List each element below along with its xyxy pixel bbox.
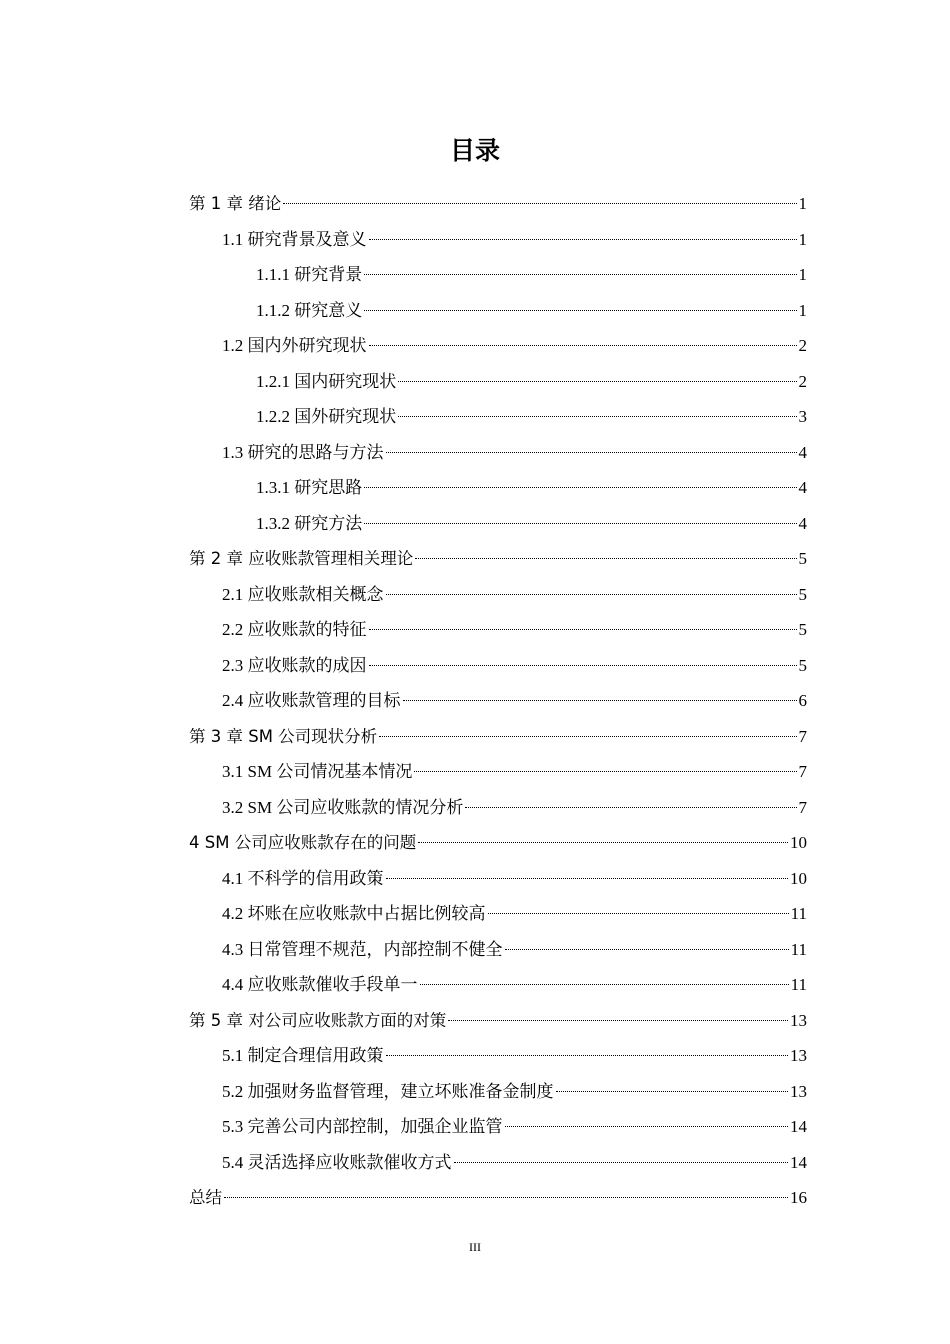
toc-entry[interactable] [189, 541, 807, 577]
toc-entry[interactable] [189, 1109, 807, 1145]
toc-entry[interactable] [189, 754, 807, 790]
dot-leader [369, 629, 797, 630]
toc-entry-title: 1.1 研究背景及意义 [222, 229, 367, 249]
toc-entry-page: 5 [798, 655, 807, 675]
toc-entry-title: 3.1 SM 公司情况基本情况 [222, 762, 413, 781]
dot-leader [556, 1091, 789, 1092]
toc-entry-title: 1.1.2 研究意义 [256, 300, 363, 320]
toc-entry-page: 1 [798, 300, 807, 320]
toc-entry[interactable] [189, 1038, 807, 1074]
toc-entry[interactable] [189, 186, 807, 222]
toc-entry[interactable] [189, 222, 807, 258]
toc-entry[interactable] [189, 506, 807, 542]
toc-entry-title: 2.2 应收账款的特征 [222, 620, 367, 639]
toc-entry-title: 总结 [189, 1188, 222, 1207]
dot-leader [283, 203, 796, 204]
toc-entry-page: 13 [790, 1046, 807, 1065]
toc-entry-page: 14 [790, 1152, 807, 1172]
toc-entry[interactable] [189, 293, 807, 329]
toc-entry[interactable] [189, 896, 807, 932]
dot-leader [415, 558, 796, 559]
toc-entry[interactable] [189, 257, 807, 293]
toc-entry-title: 2.4 应收账款管理的目标 [222, 691, 401, 710]
toc-entry-page: 14 [790, 1117, 807, 1136]
toc-entry-title: 4.1 不科学的信用政策 [222, 868, 384, 888]
toc-entry-title: 4.4 应收账款催收手段单一 [222, 975, 418, 994]
toc-entry-page: 13 [790, 1081, 807, 1101]
toc-entry-title: 第 5 章 对公司应收账款方面的对策 [189, 1010, 447, 1030]
dot-leader [369, 345, 797, 346]
toc-entry-page: 1 [798, 265, 807, 284]
toc-entry-title: 4 SM 公司应收账款存在的问题 [189, 833, 417, 852]
dot-leader [369, 665, 797, 666]
toc-entry[interactable] [189, 612, 807, 648]
toc-entry-title: 4.2 坏账在应收账款中占据比例较高 [222, 904, 486, 923]
toc-entry[interactable] [189, 577, 807, 613]
toc-entry[interactable] [189, 790, 807, 826]
dot-leader [364, 310, 796, 311]
toc-entry[interactable] [189, 399, 807, 435]
dot-leader [364, 487, 796, 488]
toc-entry-title: 1.1.1 研究背景 [256, 265, 363, 284]
toc-entry[interactable] [189, 435, 807, 471]
toc-entry-page: 6 [798, 691, 807, 710]
toc-entry-title: 5.1 制定合理信用政策 [222, 1046, 384, 1065]
dot-leader [488, 913, 789, 914]
dot-leader [505, 1126, 789, 1127]
dot-leader [420, 984, 789, 985]
toc-entry-title: 1.3.1 研究思路 [256, 478, 363, 497]
toc-entry-page: 4 [798, 513, 807, 533]
toc-entry-title: 3.2 SM 公司应收账款的情况分析 [222, 797, 464, 817]
toc-entry[interactable] [189, 861, 807, 897]
toc-entry-page: 7 [798, 762, 807, 781]
dot-leader [386, 594, 797, 595]
toc-entry-page: 11 [790, 939, 807, 959]
toc-entry-page: 4 [798, 442, 807, 462]
toc-entry[interactable] [189, 719, 807, 755]
toc-entry-title: 1.2.2 国外研究现状 [256, 407, 397, 426]
toc-entry[interactable] [189, 825, 807, 861]
dot-leader [386, 1055, 789, 1056]
dot-leader [418, 842, 788, 843]
toc-entry-title: 1.2 国内外研究现状 [222, 336, 367, 355]
toc-entry-page: 4 [798, 478, 807, 497]
toc-entry-title: 5.4 灵活选择应收账款催收方式 [222, 1152, 452, 1172]
toc-entry[interactable] [189, 328, 807, 364]
dot-leader [414, 771, 796, 772]
toc-entry-page: 1 [798, 194, 807, 213]
toc-entry-title: 5.3 完善公司内部控制，加强企业监管 [222, 1117, 503, 1136]
toc-entry-title: 第 3 章 SM 公司现状分析 [189, 726, 378, 746]
toc-entry-page: 16 [790, 1188, 807, 1207]
toc-entry-page: 13 [790, 1010, 807, 1030]
dot-leader [403, 700, 797, 701]
toc-entry-title: 4.3 日常管理不规范，内部控制不健全 [222, 939, 503, 959]
toc-entry-title: 1.3 研究的思路与方法 [222, 442, 384, 462]
toc-entry-title: 第 1 章 绪论 [189, 194, 282, 213]
toc-entry-page: 5 [798, 549, 807, 568]
toc-entry[interactable] [189, 1003, 807, 1039]
dot-leader [369, 239, 797, 240]
toc-entry[interactable] [189, 364, 807, 400]
toc-entry[interactable] [189, 1074, 807, 1110]
toc-entry-page: 3 [798, 407, 807, 426]
toc-entry[interactable] [189, 470, 807, 506]
dot-leader [386, 878, 789, 879]
dot-leader [386, 452, 797, 453]
toc-entry-page: 1 [798, 229, 807, 249]
toc-entry-page: 7 [798, 726, 807, 746]
dot-leader [465, 807, 796, 808]
dot-leader [398, 381, 796, 382]
toc-entry-title: 1.3.2 研究方法 [256, 513, 363, 533]
toc-entry-page: 5 [798, 584, 807, 604]
toc-entry[interactable] [189, 932, 807, 968]
toc-entry-page: 11 [790, 975, 807, 994]
toc-entry[interactable] [189, 648, 807, 684]
toc-entry-page: 2 [798, 371, 807, 391]
toc-entry-page: 10 [790, 833, 807, 852]
toc-entry[interactable] [189, 1145, 807, 1181]
dot-leader [454, 1162, 789, 1163]
dot-leader [448, 1020, 788, 1021]
toc-entry-title: 2.1 应收账款相关概念 [222, 584, 384, 604]
toc-entry[interactable] [189, 967, 807, 1003]
toc-entry-title: 1.2.1 国内研究现状 [256, 371, 397, 391]
toc-entry-page: 11 [790, 904, 807, 923]
toc-entry-title: 5.2 加强财务监督管理，建立坏账准备金制度 [222, 1081, 554, 1101]
toc-entry-title: 2.3 应收账款的成因 [222, 655, 367, 675]
toc-entry-page: 7 [798, 797, 807, 817]
dot-leader [224, 1197, 788, 1198]
toc-entry-page: 5 [798, 620, 807, 639]
table-of-contents [189, 186, 807, 1216]
dot-leader [364, 523, 796, 524]
page-number-footer: III [469, 1240, 481, 1254]
dot-leader [379, 736, 796, 737]
toc-entry-page: 10 [790, 868, 807, 888]
toc-entry-page: 2 [798, 336, 807, 355]
toc-entry[interactable] [189, 1180, 807, 1216]
dot-leader [364, 274, 796, 275]
toc-entry-title: 第 2 章 应收账款管理相关理论 [189, 549, 414, 568]
toc-entry[interactable] [189, 683, 807, 719]
page-title: 目录 [449, 136, 500, 165]
dot-leader [398, 416, 796, 417]
dot-leader [505, 949, 789, 950]
